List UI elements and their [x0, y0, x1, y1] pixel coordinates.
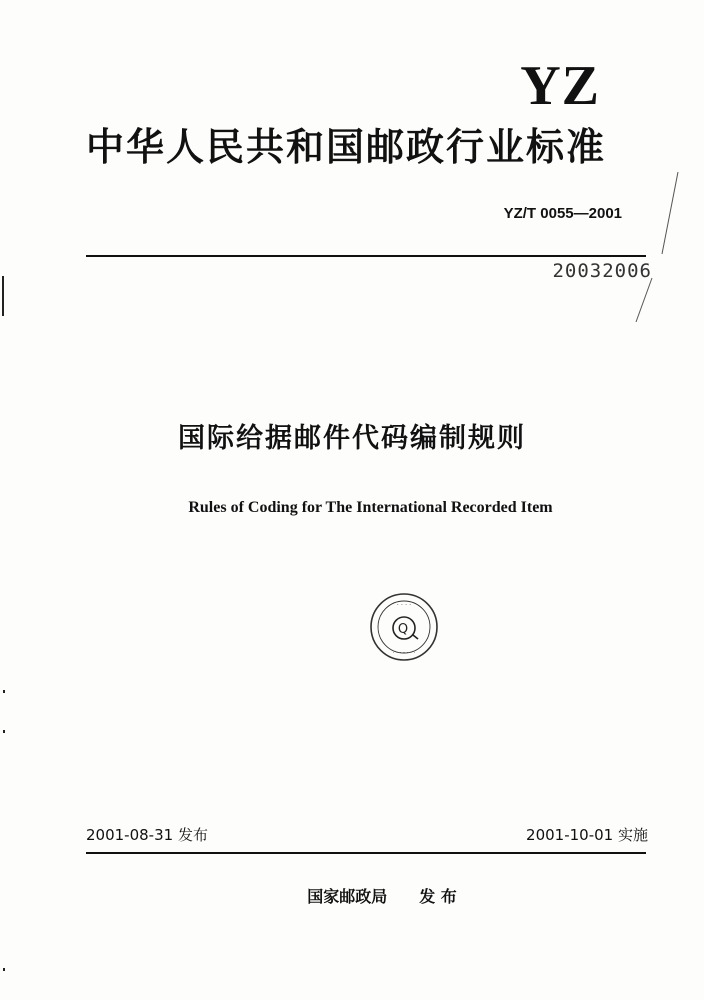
effective-date: 2001-10-01 实施 [526, 826, 648, 844]
header-divider [86, 255, 646, 257]
standard-number: YZ/T 0055—2001 [503, 205, 622, 222]
binding-edge-mark [2, 276, 4, 316]
pen-stroke-mark [618, 170, 688, 330]
archive-stamp-number: 20032006 [552, 260, 652, 282]
industry-standard-title: 中华人民共和国邮政行业标准 [86, 125, 607, 169]
seal-letter: Q [397, 622, 409, 637]
document-title-english: Rules of Coding for The International Recorded Item [188, 499, 553, 516]
svg-text:· · · · · · ·: · · · · · · · [392, 650, 416, 656]
document-title-chinese: 国际给据邮件代码编制规则 [178, 423, 526, 454]
standard-category-code: YZ [520, 55, 600, 117]
publisher-name: 国家邮政局 [307, 887, 388, 906]
svg-text:· · · ·: · · · · [396, 601, 412, 609]
footer-divider [86, 852, 646, 854]
library-seal-icon [368, 591, 440, 663]
publisher-line [0, 889, 704, 905]
issue-date: 2001-08-31 发布 [86, 826, 208, 844]
binding-edge-dot [3, 968, 5, 971]
publisher-action: 发 布 [419, 887, 457, 906]
binding-edge-dot [3, 730, 5, 733]
binding-edge-dot [3, 690, 5, 693]
